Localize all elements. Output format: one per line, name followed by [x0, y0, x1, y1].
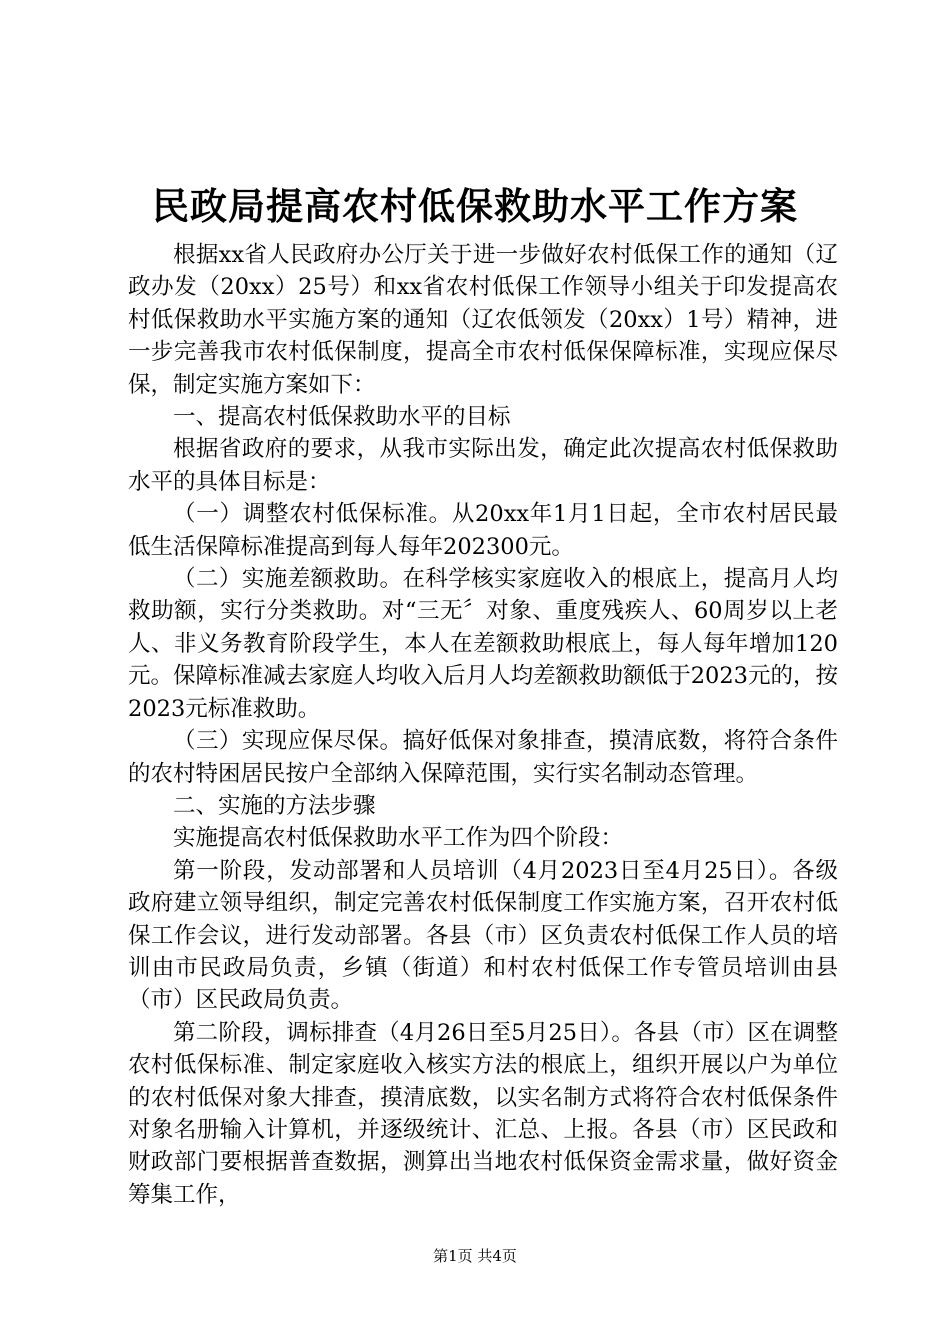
page-number-footer: 第1页 共4页 [433, 1247, 517, 1265]
section-heading-steps: 二、实施的方法步骤 [173, 792, 376, 819]
paragraph-stage-2: 第二阶段，调标排查（4月26日至5月25日）。各县（市）区在调整农村低保标准、制定家庭收入核实方法的根底上，组织开展以户为单位的农村低保对象大排查，摸清底数，以实名制方式将符合农村低保条件对象名册输入计算机，并逐级统计、汇总、上报。各县（市）区民政和财政部门要根据普查数据，测算出当地农村低保资金需求量，做好资金筹集工作， [128, 1019, 838, 1208]
paragraph-stage-1: 第一阶段，发动部署和人员培训（4月2023日至4月25日）。各级政府建立领导组织，制定完善农村低保制度工作实施方案，召开农村低保工作会议，进行发动部署。各县（市）区负责农村低保工作人员的培训由市民政局负责，乡镇（街道）和村农村低保工作专管员培训由县（市）区民政局负责。 [128, 857, 838, 1014]
document-body [128, 239, 838, 1211]
document-title: 民政局提高农村低保救助水平工作方案 [152, 184, 798, 228]
paragraph-goal-1: （一）调整农村低保标准。从20xx年1月1日起，全市农村居民最低生活保障标准提高到每人每年202300元。 [128, 501, 838, 560]
section-heading-goals: 一、提高农村低保救助水平的目标 [173, 404, 511, 431]
paragraph-goals-intro: 根据省政府的要求，从我市实际出发，确定此次提高农村低保救助水平的具体目标是： [128, 436, 838, 495]
paragraph-steps-intro: 实施提高农村低保救助水平工作为四个阶段： [173, 825, 624, 852]
paragraph-goal-3: （三）实现应保尽保。搞好低保对象排查，摸清底数，将符合条件的农村特困居民按户全部纳入保障范围，实行实名制动态管理。 [128, 728, 838, 787]
paragraph-goal-2: （二）实施差额救助。在科学核实家庭收入的根底上，提高月人均救助额，实行分类救助。对“三无〞对象、重度残疾人、60周岁以上老人、非义务教育阶段学生，本人在差额救助根底上，每人每年增加120元。保障标准减去家庭人均收入后月人均差额救助额低于2023元的，按2023元标准救助。 [128, 566, 838, 722]
paragraph-intro: 根据xx省人民政府办公厅关于进一步做好农村低保工作的通知（辽政办发（20xx）25号）和xx省农村低保工作领导小组关于印发提高农村低保救助水平实施方案的通知（辽农低领发（20xx）1号）精神，进一步完善我市农村低保制度，提高全市农村低保保障标准，实现应保尽保，制定实施方案如下： [128, 242, 838, 398]
